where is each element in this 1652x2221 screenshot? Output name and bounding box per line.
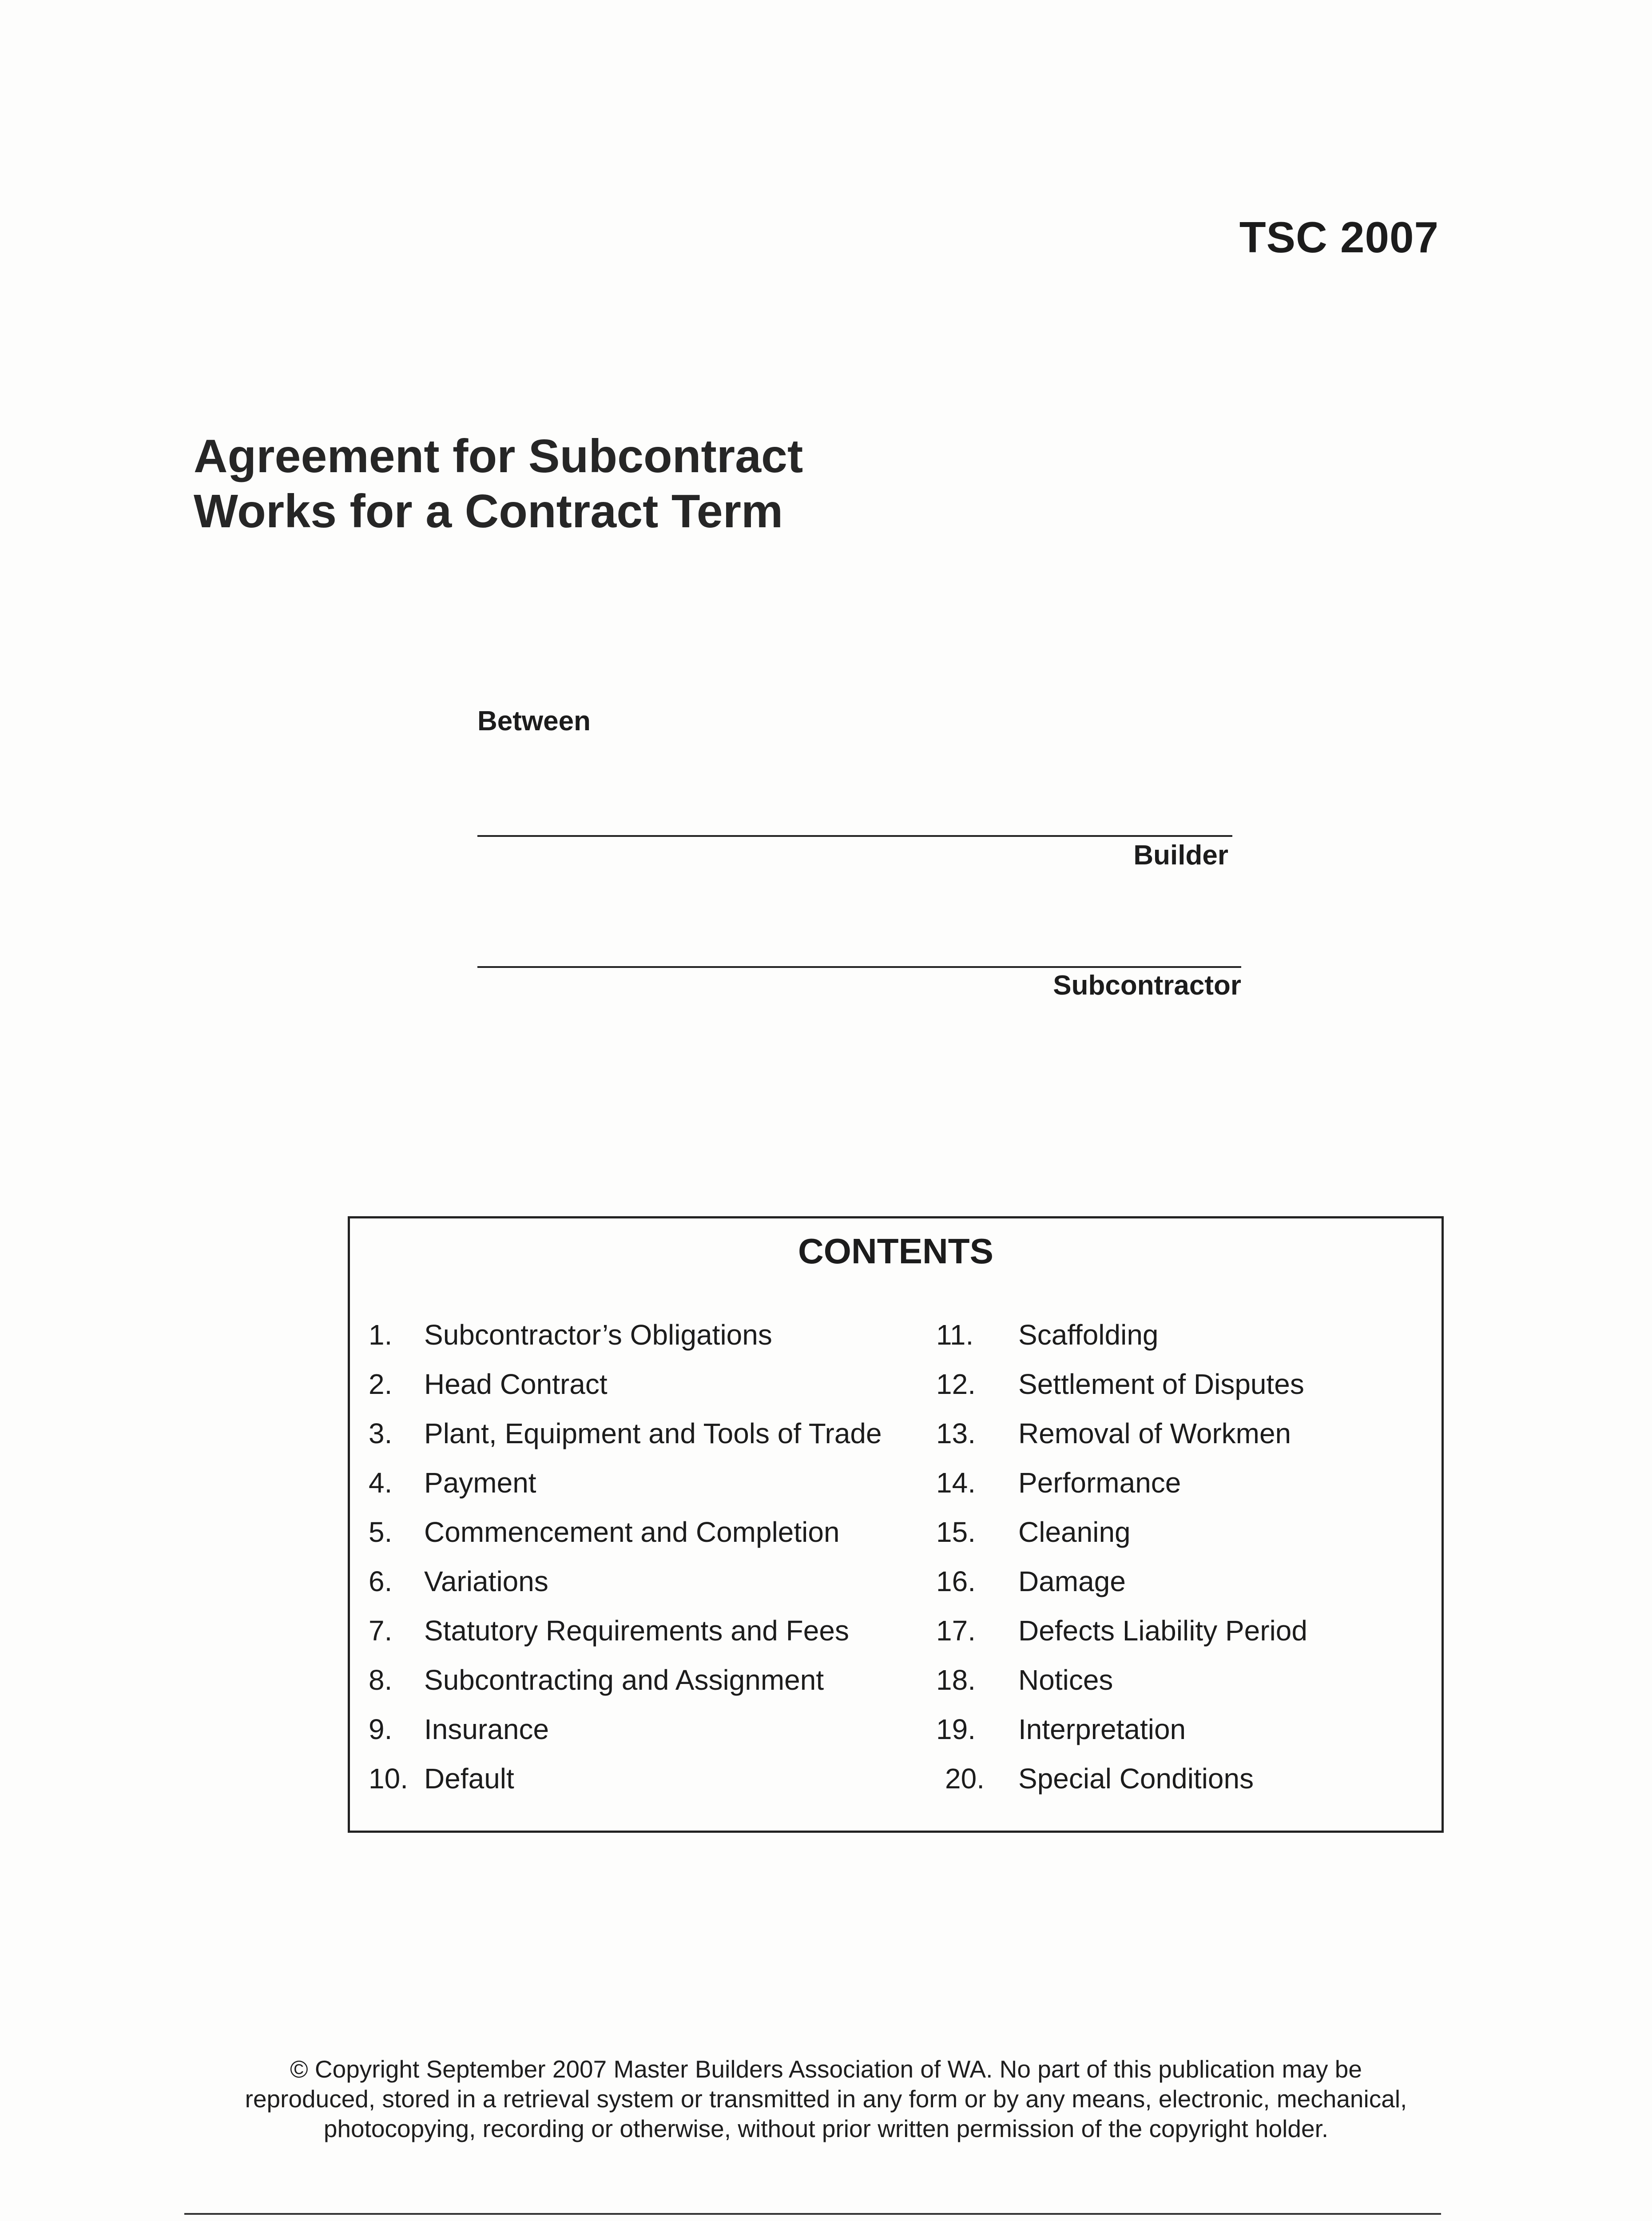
contents-item-number: 2. <box>369 1368 393 1400</box>
contents-item-number: 1. <box>369 1319 393 1351</box>
contents-item-number: 9. <box>369 1713 393 1745</box>
contents-item-label: Scaffolding <box>1018 1319 1159 1351</box>
contents-item-number: 7. <box>369 1615 393 1647</box>
contents-item-number: 8. <box>369 1664 393 1696</box>
contents-item-number: 6. <box>369 1565 393 1597</box>
contents-item-number: 13. <box>936 1417 976 1449</box>
contents-box <box>348 1216 1444 1833</box>
title-line-2: Works for a Contract Term <box>194 485 783 537</box>
contents-item-label: Insurance <box>424 1713 549 1745</box>
copyright-line-2: reproduced, stored in a retrieval system or transmitted in any form or by any means, electronic, mechanical, <box>245 2085 1407 2113</box>
contents-item-number: 15. <box>936 1516 976 1548</box>
copyright-notice <box>169 2054 1483 2144</box>
copyright-line-1: © Copyright September 2007 Master Builders Association of WA. No part of this publication may be <box>290 2055 1362 2083</box>
copyright-line-3: photocopying, recording or otherwise, without prior written permission of the copyright holder. <box>323 2115 1329 2142</box>
contents-item-number: 19. <box>936 1713 976 1745</box>
contents-item-label: Payment <box>424 1467 536 1499</box>
contents-item-number: 14. <box>936 1467 976 1499</box>
contents-item-number: 5. <box>369 1516 393 1548</box>
contents-item-label: Defects Liability Period <box>1018 1615 1307 1647</box>
subcontractor-signature-line <box>477 966 1241 968</box>
contents-item-label: Cleaning <box>1018 1516 1131 1548</box>
contents-item-label: Interpretation <box>1018 1713 1186 1745</box>
contents-item-label: Statutory Requirements and Fees <box>424 1615 849 1647</box>
contents-item-number: 16. <box>936 1565 976 1597</box>
document-title <box>194 429 803 539</box>
contents-item-label: Removal of Workmen <box>1018 1417 1291 1449</box>
contents-item-label: Subcontractor’s Obligations <box>424 1319 772 1351</box>
contents-item-label: Variations <box>424 1565 548 1597</box>
contents-item-label: Damage <box>1018 1565 1126 1597</box>
contents-item-label: Performance <box>1018 1467 1181 1499</box>
contents-item-label: Head Contract <box>424 1368 608 1400</box>
contents-item-number: 17. <box>936 1615 976 1647</box>
contents-item-number: 10. <box>369 1763 408 1795</box>
contents-heading: CONTENTS <box>798 1231 993 1271</box>
footer-divider <box>184 2213 1441 2215</box>
contents-item-number: 4. <box>369 1467 393 1499</box>
contents-item-number: 20. <box>945 1763 985 1795</box>
contents-item-label: Default <box>424 1763 514 1795</box>
contents-item-label: Plant, Equipment and Tools of Trade <box>424 1417 882 1449</box>
contents-item-label: Settlement of Disputes <box>1018 1368 1304 1400</box>
between-label: Between <box>477 706 591 736</box>
contents-item-label: Special Conditions <box>1018 1763 1254 1795</box>
contents-item-label: Notices <box>1018 1664 1113 1696</box>
contents-item-number: 11. <box>936 1319 974 1351</box>
builder-label: Builder <box>1133 840 1228 871</box>
document-code: TSC 2007 <box>1239 213 1439 262</box>
contents-item-label: Commencement and Completion <box>424 1516 840 1548</box>
contents-item-label: Subcontracting and Assignment <box>424 1664 824 1696</box>
subcontractor-label: Subcontractor <box>1053 970 1241 1001</box>
contents-item-number: 18. <box>936 1664 976 1696</box>
title-line-1: Agreement for Subcontract <box>194 430 803 482</box>
contents-item-number: 3. <box>369 1417 393 1449</box>
contents-item-number: 12. <box>936 1368 976 1400</box>
builder-signature-line <box>477 835 1232 837</box>
